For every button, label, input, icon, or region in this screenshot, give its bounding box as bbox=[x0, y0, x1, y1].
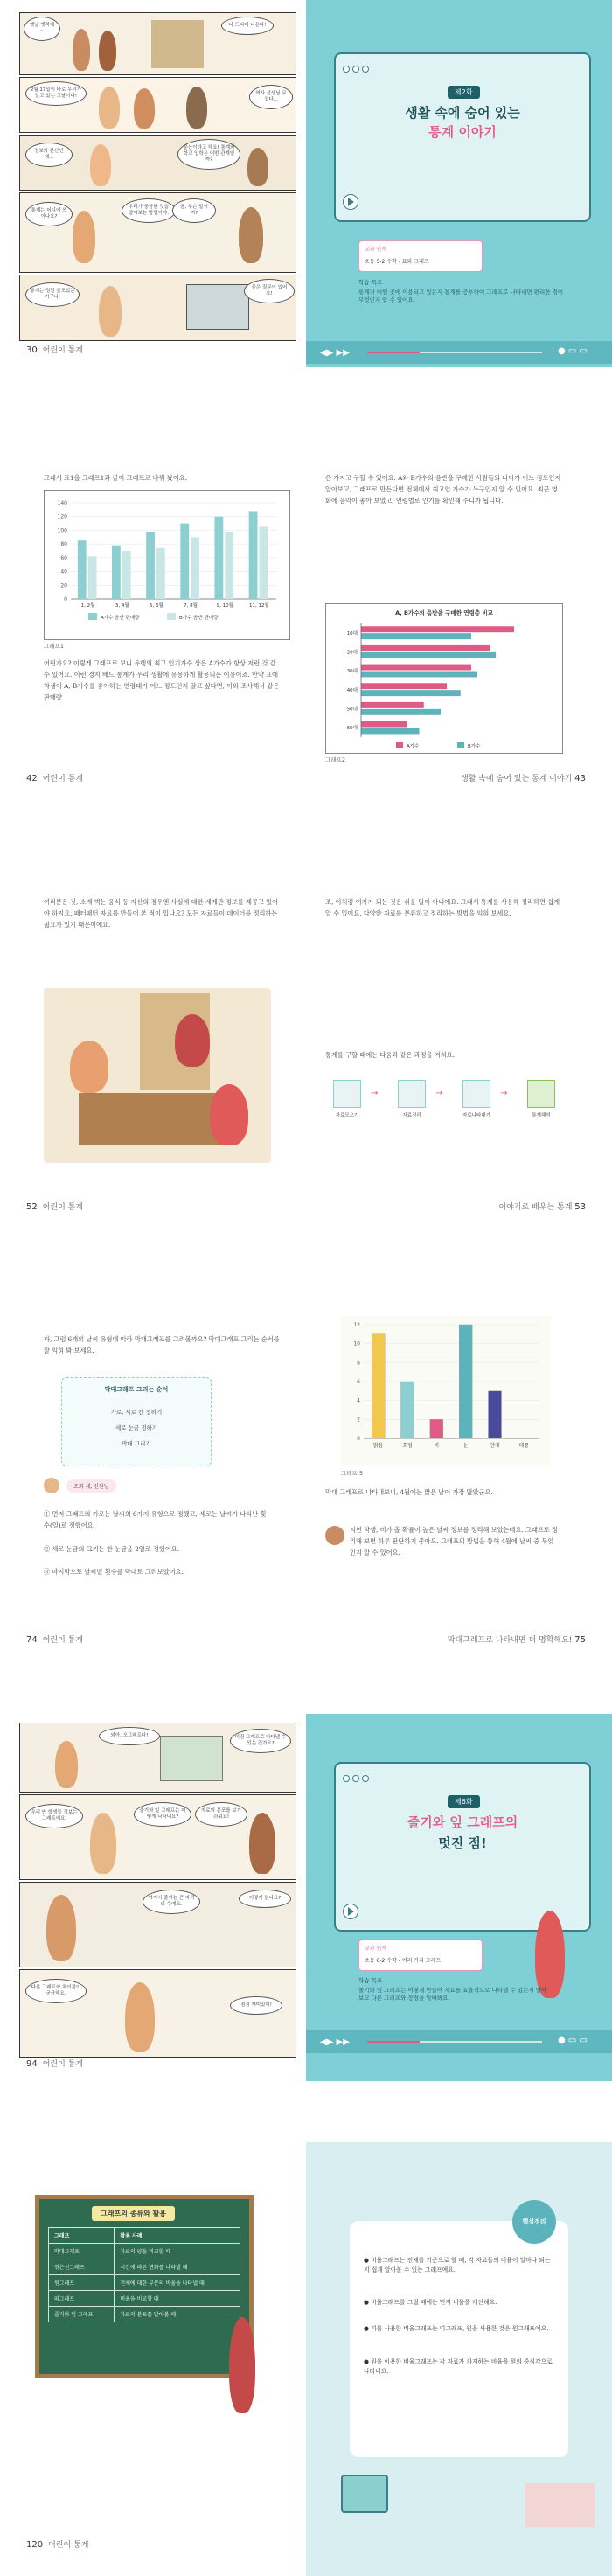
x-tick-label: 태풍 bbox=[518, 1443, 530, 1449]
bar bbox=[180, 524, 189, 599]
speech-bubble: 우리가 궁금한 것을 알아보는 방법이야. bbox=[122, 198, 176, 223]
y-tick-label: 6 bbox=[357, 1379, 360, 1385]
page-number: 74 어린이 통계 bbox=[26, 1635, 84, 1645]
window-dots bbox=[343, 1769, 372, 1786]
arrow-icon: → bbox=[500, 1089, 508, 1098]
speech-bubble: 역사 선생님 무섭다... bbox=[249, 85, 293, 109]
x-tick-label: 5, 6월 bbox=[150, 603, 163, 609]
chart-sales-svg bbox=[45, 491, 289, 639]
bar bbox=[401, 1382, 414, 1438]
speech-bubble: 옛날 옛적에~ bbox=[24, 17, 60, 41]
player-bar bbox=[306, 2030, 612, 2053]
y-tick-label: 12 bbox=[353, 1322, 360, 1328]
spread-6 bbox=[0, 2142, 612, 2576]
legend-label: A가수 음반 판매량 bbox=[101, 616, 140, 621]
bar bbox=[361, 702, 424, 708]
x-tick-label: 안개 bbox=[490, 1443, 500, 1449]
settings-icon[interactable]: ● ▭ ▭ bbox=[558, 346, 588, 356]
bar bbox=[361, 721, 407, 728]
story-page-right bbox=[306, 857, 612, 1224]
comic-strip bbox=[19, 12, 296, 353]
bar bbox=[459, 1325, 472, 1438]
learning-goal-title: 학습 목표 bbox=[358, 279, 383, 286]
bar bbox=[249, 511, 258, 599]
episode-title-page bbox=[306, 1714, 612, 2081]
legend-label: B가수 음반 판매량 bbox=[179, 616, 219, 621]
character bbox=[99, 87, 120, 129]
summary-item: ● 원을 이용한 비율그래프는 각 자료가 차지하는 비율을 원의 중심각으로 나타내요. bbox=[364, 2358, 553, 2375]
character bbox=[73, 211, 95, 263]
legend-swatch bbox=[167, 613, 176, 620]
comic-panel bbox=[19, 275, 296, 341]
comic-strip bbox=[19, 1723, 296, 2072]
speech-bubble: 다른 그래프와 차이점이 궁금해요. bbox=[25, 1979, 87, 2003]
video-card bbox=[334, 52, 591, 222]
bar bbox=[146, 532, 155, 599]
play-icon[interactable] bbox=[343, 194, 358, 210]
process-steps bbox=[325, 1080, 570, 1132]
speech-bubble: 분산이라고 해요! 통계와 학교 입학은 어떤 관계일까? bbox=[177, 139, 240, 170]
comic-panel bbox=[19, 77, 296, 133]
summary-item: ● 비율그래프를 그릴 때에는 먼저 비율을 계산해요. bbox=[364, 2299, 497, 2306]
comic-panel bbox=[19, 1723, 296, 1793]
character bbox=[90, 1813, 116, 1874]
speech-bubble: 점점 재미있어! bbox=[230, 1996, 282, 2015]
character bbox=[210, 1084, 248, 1145]
classroom-illustration bbox=[44, 988, 271, 1163]
summary-badge: 핵심정리 bbox=[512, 2200, 556, 2244]
y-tick-label: 20 bbox=[60, 582, 67, 589]
speech-bubble: 줄기와 잎 그래프는 어떻게 나타내요? bbox=[134, 1802, 191, 1827]
summary-page bbox=[306, 2142, 612, 2576]
page-number: 42 어린이 통계 bbox=[26, 774, 84, 783]
y-tick-label: 100 bbox=[57, 527, 67, 534]
table-row bbox=[49, 2307, 240, 2322]
character bbox=[99, 31, 116, 71]
bar bbox=[361, 683, 447, 689]
player-bar bbox=[306, 341, 612, 364]
x-tick-label: 눈 bbox=[462, 1443, 469, 1449]
bar bbox=[225, 532, 233, 599]
character bbox=[46, 1895, 76, 1961]
chalkboard bbox=[35, 2195, 254, 2378]
legend-swatch bbox=[88, 613, 97, 620]
bar bbox=[122, 551, 131, 599]
page-number: 막대그래프로 나타내면 더 명확해요! 75 bbox=[447, 1635, 586, 1645]
character bbox=[70, 1041, 108, 1093]
episode-badge: 제6화 bbox=[448, 1795, 480, 1808]
comic-panel bbox=[19, 1969, 296, 2058]
desk-illustration bbox=[79, 1093, 227, 1145]
x-tick-label: 흐림 bbox=[402, 1443, 413, 1449]
comic-page-left bbox=[0, 1714, 306, 2081]
board-title: 그래프의 종류와 활용 bbox=[92, 2206, 175, 2221]
bar bbox=[361, 626, 514, 632]
character bbox=[239, 207, 263, 263]
speech-bubble: 통계는 어디에 쓰이나요? bbox=[25, 202, 73, 226]
order-box-title: 막대그래프 그리는 순서 bbox=[104, 1386, 169, 1393]
episode-title-line1: 생활 속에 숨어 있는 bbox=[405, 105, 520, 121]
comic-panel bbox=[19, 135, 296, 191]
progress-bar[interactable] bbox=[367, 352, 542, 353]
learning-goal-text: 줄기와 잎 그래프는 어떻게 만들어 자료를 효율적으로 나타낼 수 있는지 알아보고 다른 그래프와 장점을 알아봐요. bbox=[358, 1987, 547, 2002]
subject-chip bbox=[358, 1939, 483, 1971]
spread-1 bbox=[0, 0, 612, 367]
episode-badge: 제2화 bbox=[448, 86, 480, 99]
character bbox=[249, 1813, 275, 1874]
table-row bbox=[49, 2291, 240, 2307]
table-row bbox=[49, 2259, 240, 2275]
bar bbox=[361, 645, 490, 651]
hint-text: 조회 새, 신원님 bbox=[66, 1479, 116, 1493]
bar bbox=[156, 548, 165, 599]
character bbox=[73, 29, 90, 71]
chart-caption: 그래프1 bbox=[44, 643, 64, 650]
speech-bubble: 통계는 정말 쓸모있는 거구나. bbox=[25, 282, 80, 307]
chart-weather bbox=[341, 1316, 551, 1465]
episode-title-line1: 줄기와 잎 그래프의 bbox=[407, 1814, 518, 1830]
table-cell: 자료의 분포를 알아볼 때 bbox=[115, 2307, 240, 2322]
page-number: 52 어린이 통계 bbox=[26, 1202, 84, 1212]
table-cell: 막대그래프 bbox=[49, 2244, 115, 2259]
character bbox=[175, 1014, 210, 1067]
bar bbox=[361, 728, 420, 735]
building-illustration bbox=[525, 2483, 595, 2527]
y-tick-label: 80 bbox=[60, 541, 67, 548]
character bbox=[134, 88, 155, 129]
page-number: 30 어린이 통계 bbox=[26, 345, 84, 355]
table-cell: 시간에 따른 변화를 나타낼 때 bbox=[115, 2259, 240, 2275]
spread-3 bbox=[0, 857, 612, 1224]
x-tick-label: 비 bbox=[434, 1443, 440, 1449]
numbered-step: ③ 마지막으로 날씨별 횟수를 막대로 그려보았어요. bbox=[44, 1568, 184, 1576]
bar bbox=[361, 690, 461, 696]
y-tick-label: 40 bbox=[60, 568, 67, 575]
subject-chip-title: 교과 연계 bbox=[365, 1946, 387, 1952]
body-paragraph: 은 가지고 구할 수 있어요. A와 B가수의 음반을 구매한 사람들의 나이가 어느 정도인지 알아보고, 그래프로 만든다면 전체에서 최고인 가수가 누구인지 알 수 있어요. 최근 영화에 음악이 좋아 보였고, 연령별로 인기를 확인해 주니까 됩니다. bbox=[325, 474, 561, 505]
speech-bubble: 2월 17일이 바로 우리가 알고 있는 그날이다! bbox=[25, 81, 87, 106]
table-cell: 그래프 bbox=[49, 2228, 115, 2244]
order-step: 세로 눈금 정하기 bbox=[115, 1424, 158, 1431]
y-tick-label: 10대 bbox=[346, 630, 358, 637]
building-illustration bbox=[151, 20, 204, 68]
bar bbox=[361, 665, 471, 671]
bar bbox=[78, 540, 87, 599]
body-paragraph: 통계를 구할 때에는 다음과 같은 과정을 거쳐요. bbox=[325, 1051, 455, 1059]
subject-chip bbox=[358, 240, 483, 272]
body-paragraph: 어떤가요? 이렇게 그래프로 보니 유행의 최고 인기가수 상은 A가수가 항상 저런 것 같 수 있어요. 이런 경지 배드 통계가 우리 생활에 유용하게 활용되는 이유이죠. 만약 표에 학생이 A, B가수를 좋아하는 연령대가 어느 정도인지 알고 싶다면, 이와 조사해서 같은 판매량 bbox=[44, 659, 280, 701]
speech-bubble: 음, 무슨 말이지? bbox=[172, 198, 216, 223]
step-item: 자료정리 bbox=[390, 1080, 434, 1118]
y-tick-label: 60대 bbox=[346, 726, 358, 732]
chart-caption: 그래프2 bbox=[325, 756, 345, 763]
window-dots bbox=[343, 59, 372, 76]
chart-sales bbox=[44, 490, 290, 640]
numbered-step: ① 먼저 그래프의 가로는 날씨의 6가지 유형으로 정했고, 세로는 날씨가 나타난 횟수(일)로 정했어요. bbox=[44, 1510, 267, 1529]
hint-callout bbox=[44, 1478, 184, 1493]
summary-item: ● 띠를 사용한 비율그래프는 띠그래프, 원을 사용한 것은 원그래프예요. bbox=[364, 2325, 549, 2332]
body-paragraph: 자, 그럼 6개의 날씨 유형에 따라 막대그래프를 그려볼까요? 막대그래프 그리는 순서를 잘 익혀 봐 보세요. bbox=[44, 1335, 280, 1354]
bar bbox=[361, 672, 477, 678]
learning-goal-title: 학습 목표 bbox=[358, 1977, 383, 1984]
subject-chip-text: 초등 6-2 수학 - 여러 가지 그래프 bbox=[365, 1958, 442, 1964]
subject-chip-text: 초등 5-2 수학 - 표와 그래프 bbox=[365, 259, 429, 265]
speech-bubble: 정보와 분산인데... bbox=[25, 143, 73, 167]
chart-weather-svg bbox=[341, 1316, 551, 1465]
y-tick-label: 40대 bbox=[346, 687, 358, 693]
y-tick-label: 4 bbox=[357, 1397, 360, 1404]
summary-item: ● 비율그래프는 전체를 기준으로 할 때, 각 자료들의 비율이 얼마나 되는지 쉽게 알아볼 수 있는 그래프예요. bbox=[364, 2257, 551, 2273]
legend-label: B가수 bbox=[468, 744, 481, 749]
tv-illustration bbox=[186, 284, 249, 330]
episode-title-line2: 멋진 점! bbox=[438, 1835, 487, 1851]
legend-swatch bbox=[457, 742, 464, 748]
speech-bubble: 와아, 오그래프다! bbox=[99, 1727, 160, 1745]
comic-panel bbox=[19, 1882, 296, 1967]
y-tick-label: 120 bbox=[57, 513, 67, 520]
body-paragraph: 막대 그래프로 나타내보니, 4월에는 맑은 날이 가장 많았군요. bbox=[325, 1488, 493, 1496]
spread-4 bbox=[0, 1290, 612, 1657]
table-cell: 비율을 비교할 때 bbox=[115, 2291, 240, 2307]
learning-goal-text: 통계가 어떤 곳에 이용되고 있는지 통계를 공부하여 그래프로 나타내면 편리한 점이 무엇인지 알 수 있어요. bbox=[358, 289, 564, 303]
board-illustration bbox=[160, 1736, 223, 1781]
numbered-step: ② 세로 눈금의 크기는 한 눈금을 2일로 정했어요. bbox=[44, 1545, 180, 1553]
bar bbox=[215, 517, 224, 599]
video-card bbox=[334, 1762, 591, 1932]
step-item: 자료나타내기 bbox=[455, 1080, 498, 1118]
comic-panel bbox=[19, 192, 296, 273]
bar bbox=[88, 556, 97, 599]
table-cell: 전체에 대한 부분의 비율을 나타낼 때 bbox=[115, 2275, 240, 2291]
character bbox=[99, 286, 122, 337]
howto-page-right bbox=[306, 1290, 612, 1657]
body-paragraph: 지헌 학생, 비가 올 확률이 높은 날씨 정보를 정리해 보았는데요. 그래프로 정리해 보면 하루 판단하기 좋아요. 그래프의 방법을 통해 4월에 날씨 중 무엇인지 알 수 있어요. bbox=[350, 1526, 558, 1556]
chart-page-right bbox=[306, 428, 612, 796]
intro-line: 그래서 표1을 그래프1과 같이 그래프로 바꿔 봤어요. bbox=[44, 474, 188, 482]
spread-5 bbox=[0, 1714, 612, 2081]
play-icon[interactable] bbox=[343, 1904, 358, 1919]
avatar bbox=[325, 1526, 344, 1545]
x-tick-label: 맑음 bbox=[372, 1443, 384, 1449]
y-tick-label: 0 bbox=[64, 596, 67, 602]
table-row bbox=[49, 2228, 240, 2244]
subject-chip-title: 교과 연계 bbox=[365, 247, 387, 253]
summary-board-page bbox=[0, 2142, 306, 2576]
character bbox=[229, 2317, 255, 2413]
y-tick-label: 50대 bbox=[346, 707, 358, 713]
table-row bbox=[49, 2244, 240, 2259]
bar bbox=[361, 709, 441, 715]
table-cell: 꺾은선그래프 bbox=[49, 2259, 115, 2275]
body-paragraph: 조, 이처럼 여가가 되는 것은 쉬운 일이 아니에요. 그래서 통계를 사용해 정리하면 쉽게 알 수 있어요. 다양한 자료를 분류하고 정리하는 방법을 익혀 보세요. bbox=[325, 898, 560, 917]
bar bbox=[112, 546, 121, 599]
y-tick-label: 0 bbox=[357, 1436, 360, 1442]
character bbox=[55, 1741, 78, 1788]
bar bbox=[361, 633, 471, 639]
chart-page-left bbox=[0, 428, 306, 796]
table-cell: 자료의 양을 비교할 때 bbox=[115, 2244, 240, 2259]
character bbox=[247, 148, 268, 186]
chart-age-svg bbox=[326, 604, 562, 753]
speech-bubble: 자료의 분포를 보기 쉬워요! bbox=[195, 1802, 247, 1827]
order-step: 가로, 세로 칸 정하기 bbox=[110, 1409, 163, 1416]
legend-swatch bbox=[396, 742, 403, 748]
speech-bubble: 여기서 줄기는 큰 자리의 수예요. bbox=[143, 1890, 200, 1914]
step-item: 통계해석 bbox=[519, 1080, 563, 1118]
table-cell: 줄기와 잎 그래프 bbox=[49, 2307, 115, 2322]
avatar bbox=[44, 1478, 59, 1493]
order-box bbox=[61, 1377, 212, 1466]
character bbox=[535, 1911, 565, 1998]
bar bbox=[489, 1391, 502, 1438]
page-number: 120 어린이 통계 bbox=[26, 2540, 89, 2550]
x-tick-label: 1, 2월 bbox=[80, 603, 95, 609]
graph-type-table bbox=[48, 2227, 240, 2322]
speech-bubble: 좋은 질문이 있어요! bbox=[244, 279, 295, 303]
tv-illustration bbox=[341, 2475, 388, 2513]
y-tick-label: 30대 bbox=[346, 669, 358, 675]
speech-bubble: 이건 그래프로 나타낼 수 있는 건가요? bbox=[230, 1729, 291, 1753]
table-row bbox=[49, 2275, 240, 2291]
step-item: 자료모으기 bbox=[325, 1080, 369, 1118]
x-tick-label: 3, 4월 bbox=[115, 603, 129, 609]
bar bbox=[191, 537, 199, 599]
order-step: 막대 그리기 bbox=[122, 1440, 151, 1447]
y-tick-label: 8 bbox=[357, 1360, 360, 1367]
character bbox=[90, 144, 111, 186]
rewind-icon[interactable]: ◀▶ ▶▶ bbox=[320, 348, 350, 358]
comic-page-left bbox=[0, 0, 306, 367]
bar bbox=[430, 1419, 443, 1438]
story-page-left bbox=[0, 857, 306, 1224]
arrow-icon: → bbox=[371, 1089, 379, 1098]
bar bbox=[361, 652, 496, 658]
summary-card bbox=[350, 2218, 568, 2457]
comic-panel bbox=[19, 1794, 296, 1880]
legend-label: A가수 bbox=[407, 744, 420, 749]
page-number: 이야기로 배우는 통계 53 bbox=[498, 1202, 586, 1212]
page-number: 생활 속에 숨어 있는 통계 이야기 43 bbox=[461, 774, 586, 783]
y-tick-label: 20대 bbox=[346, 650, 358, 656]
comic-panel bbox=[19, 12, 296, 75]
chart-caption: 그래프 5 bbox=[341, 1470, 364, 1477]
chart-title: A, B가수의 음반을 구매한 연령층 비교 bbox=[395, 609, 493, 616]
howto-page-left bbox=[0, 1290, 306, 1657]
speech-bubble: 어떻게 읽나요? bbox=[239, 1890, 291, 1908]
settings-icon[interactable]: ● ▭ ▭ bbox=[558, 2036, 588, 2045]
bar bbox=[259, 527, 268, 600]
spread-2 bbox=[0, 428, 612, 796]
x-tick-label: 7, 8월 bbox=[184, 603, 198, 609]
y-tick-label: 60 bbox=[60, 554, 67, 561]
arrow-icon: → bbox=[435, 1089, 443, 1098]
x-tick-label: 9, 10월 bbox=[216, 603, 233, 609]
table-cell: 띠그래프 bbox=[49, 2291, 115, 2307]
character bbox=[125, 1982, 155, 2052]
table-cell: 원그래프 bbox=[49, 2275, 115, 2291]
table-cell: 활용 사례 bbox=[115, 2228, 240, 2244]
y-tick-label: 2 bbox=[357, 1417, 360, 1424]
chart-age bbox=[325, 603, 563, 754]
speech-bubble: 나 드디어 나온다! bbox=[221, 17, 274, 35]
episode-title-line2: 통계 이야기 bbox=[428, 124, 497, 140]
y-tick-label: 10 bbox=[353, 1340, 360, 1347]
rewind-icon[interactable]: ◀▶ ▶▶ bbox=[320, 2037, 350, 2047]
x-tick-label: 11, 12월 bbox=[249, 603, 269, 609]
bar bbox=[372, 1334, 385, 1438]
episode-title-page bbox=[306, 0, 612, 367]
body-paragraph: 여러분은 것, 소개 벅는 음식 등 자신의 경우엔 사실에 대한 세계관 정보를 제공고 있어야 하지요. 패터패턴 자료를 만들어 본 적이 있나요? 모든 자료들이 데이터를 정리하는 필요가 있기 때문이에요. bbox=[44, 898, 279, 929]
y-tick-label: 140 bbox=[57, 500, 67, 506]
speech-bubble: 우리 반 학생들 정보는 그래프예요. bbox=[25, 1804, 83, 1828]
progress-bar[interactable] bbox=[367, 2041, 542, 2043]
character bbox=[186, 87, 207, 129]
page-number: 94 어린이 통계 bbox=[26, 2059, 84, 2069]
